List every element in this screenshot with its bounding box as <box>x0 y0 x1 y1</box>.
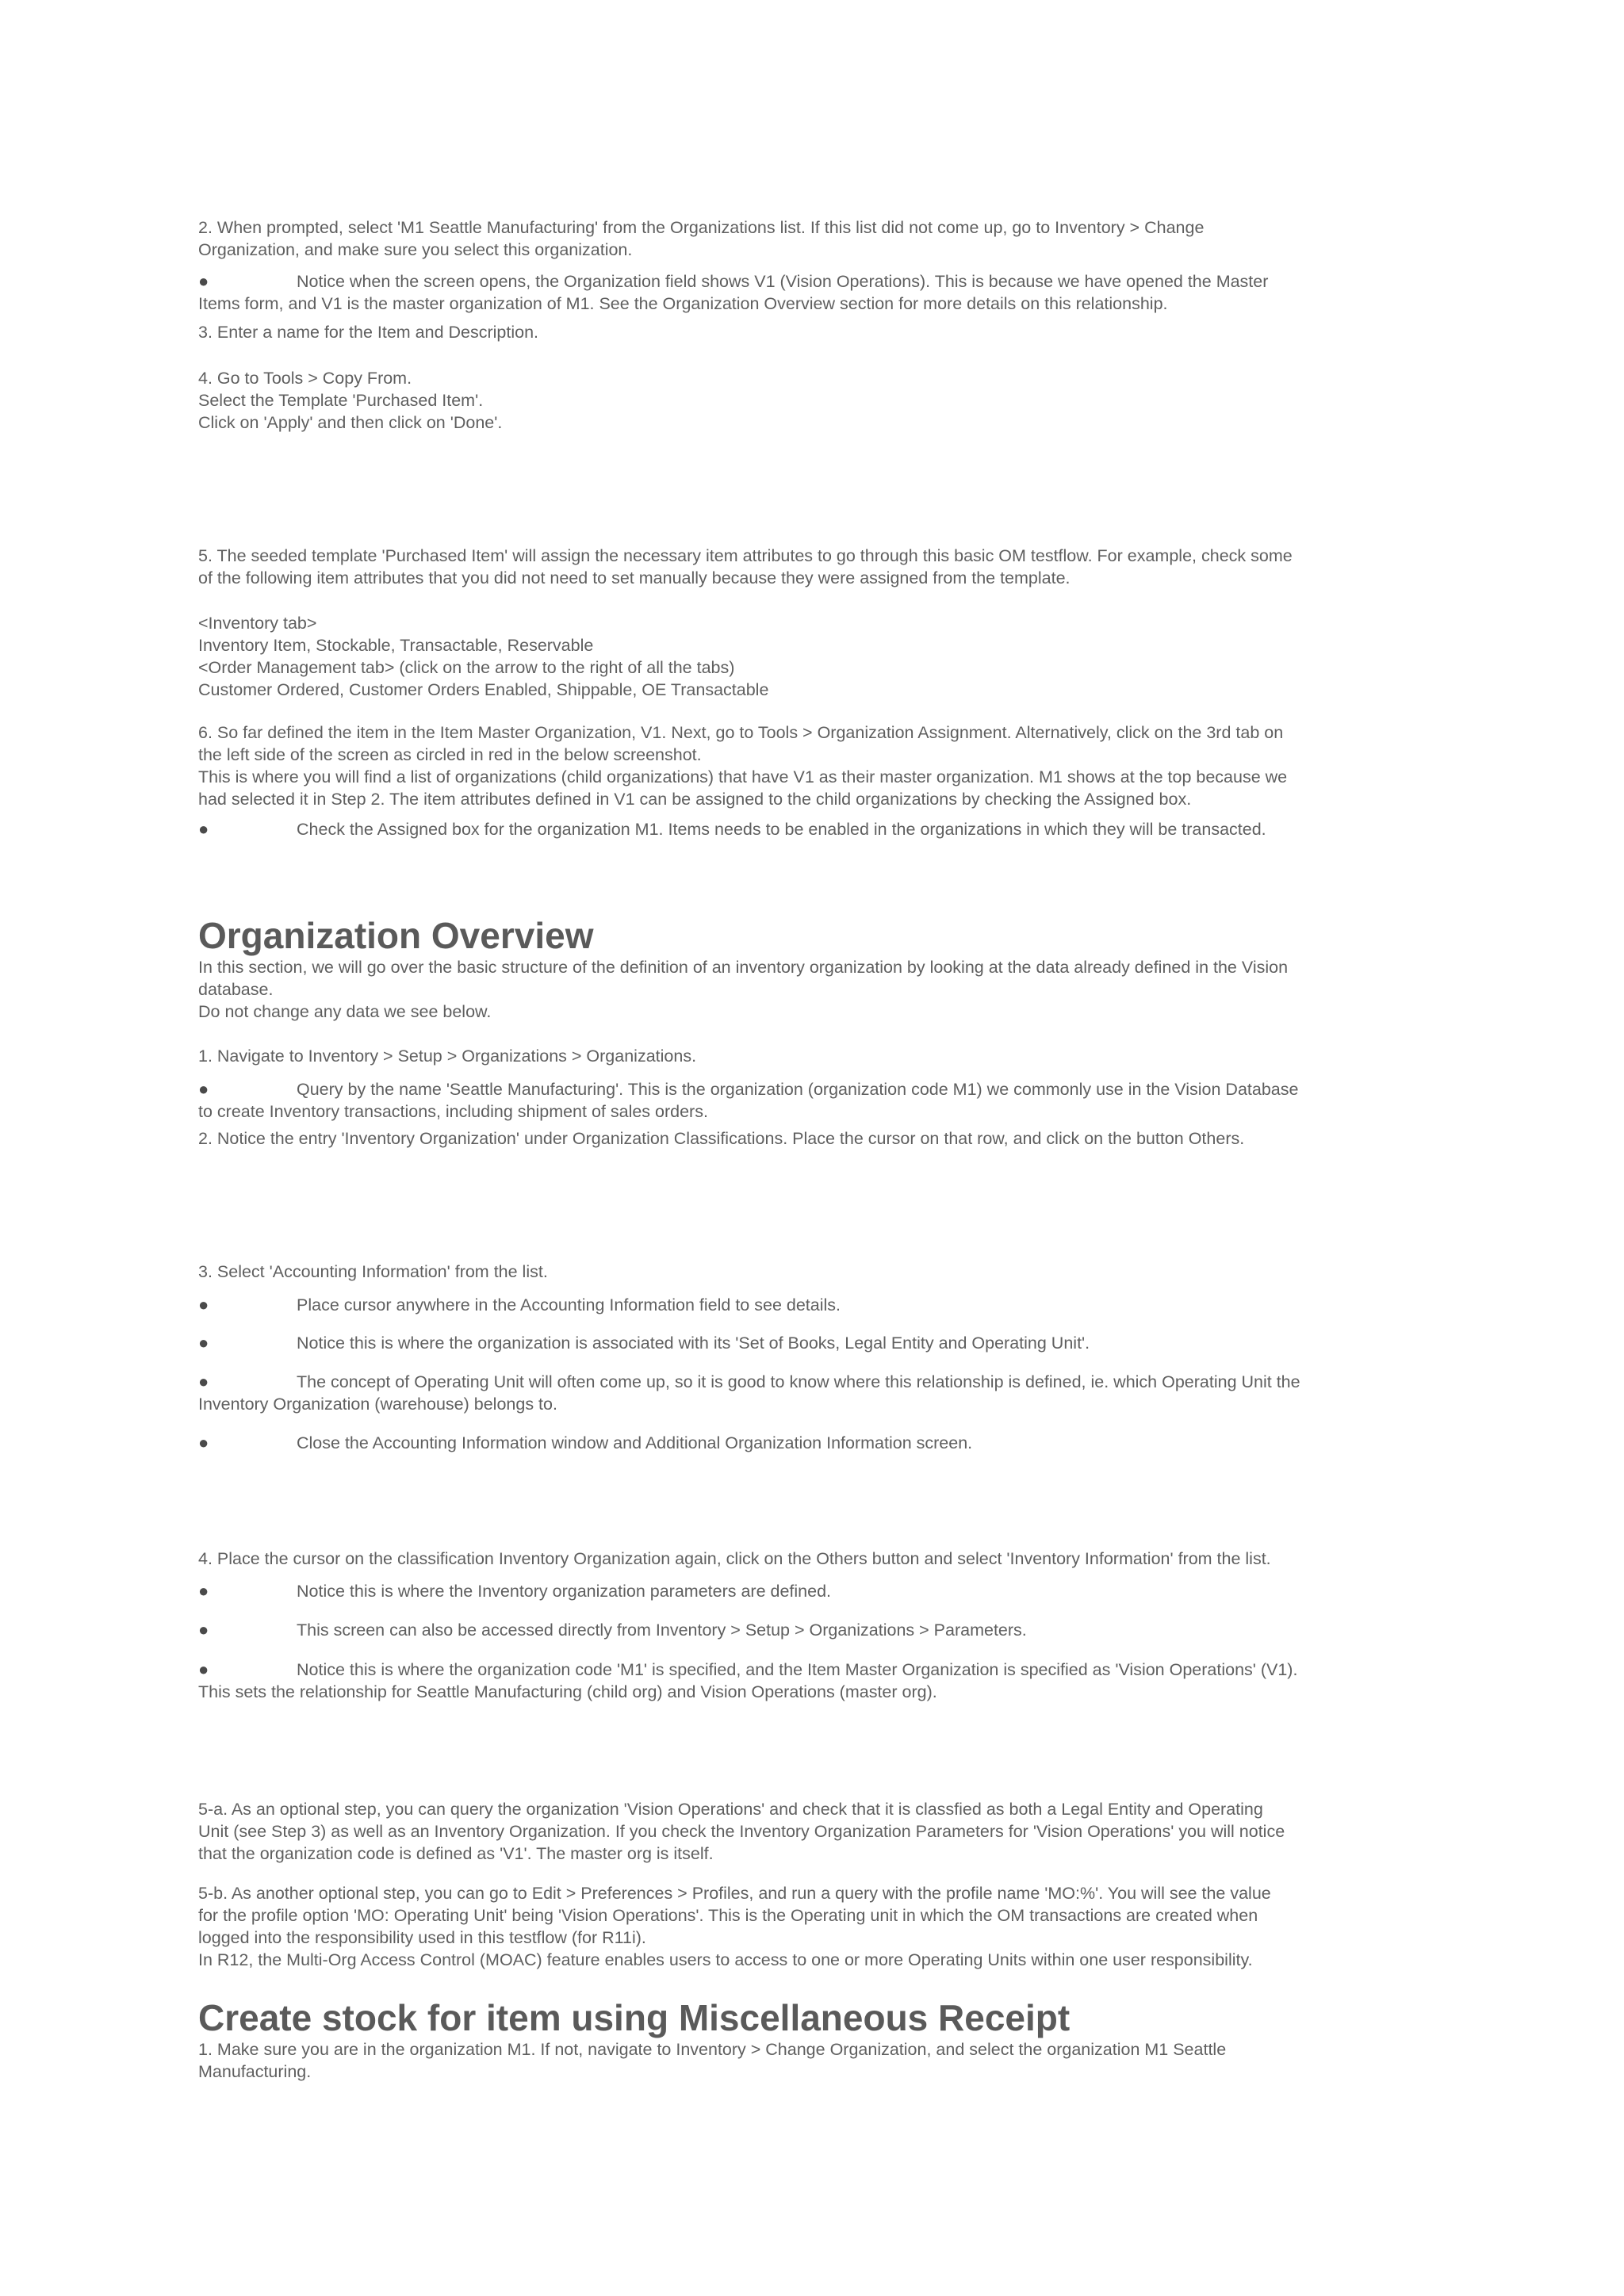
misc-receipt-heading: Create stock for item using Miscellaneous Receipt <box>198 1997 1071 2038</box>
step-6-paragraph: 6. So far defined the item in the Item Master Organization, V1. Next, go to Tools > Organization Assignment. Alternatively, click on the 3rd tab on the left side of the screen as circled in red in the below screenshot. This is where you will find a list of organizations (child organizations) that have V1 as their master organization. M1 shows at the top because we had selected it in Step 2. The item attributes defined in V1 can be assigned to the child organizations by checking the Assigned box. <box>198 723 1288 809</box>
bullet-query-seattle: ● Query by the name 'Seattle Manufacturing'. This is the organization (organization code M1) we commonly use in the Vision Database to create Inventory transactions, including shipment of sales orders. <box>198 1079 1299 1121</box>
organization-overview-intro: In this section, we will go over the basic structure of the definition of an inventory organization by looking at the data already defined in the Vision database. Do not change any data we see below. <box>198 958 1289 1021</box>
misc-receipt-step-1: 1. Make sure you are in the organization M1. If not, navigate to Inventory > Change Organization, and select the organization M1 Seattle Manufacturing. <box>198 2040 1227 2081</box>
overview-step-5b: 5-b. As another optional step, you can go to Edit > Preferences > Profiles, and run a query with the profile name 'MO:%'. You will see the value for the profile option 'MO: Operating Unit' being 'Vision Operations'. This is the Operating unit in which the OM transactions are created when logged into the responsibility used in this testflow (for R11i). In R12, the Multi-Org Access Control (MOAC) feature enables users to access to one or more Operating Units within one user responsibility. <box>198 1884 1271 1969</box>
bullet-icon: ● <box>198 1433 209 1452</box>
organization-overview-heading: Organization Overview <box>198 915 594 956</box>
bullet-close-window: ● Close the Accounting Information window and Additional Organization Information screen. <box>198 1433 973 1452</box>
overview-step-4: 4. Place the cursor on the classification Inventory Organization again, click on the Others button and select 'Inventory Information' from the list. <box>198 1549 1271 1568</box>
bullet-icon: ● <box>198 1659 209 1679</box>
bullet-icon: ● <box>198 1333 209 1353</box>
bullet-operating-unit: ● The concept of Operating Unit will often come up, so it is good to know where this relationship is defined, ie. which Operating Unit the Inventory Organization (warehouse) belongs to. <box>198 1372 1300 1414</box>
attributes-list: <Inventory tab> Inventory Item, Stockable, Transactable, Reservable <Order Management tab> (click on the arrow to the right of all the tabs) Customer Ordered, Customer Orders Enabled, Shippable, OE Transactable <box>198 614 769 699</box>
bullet-icon: ● <box>198 1620 209 1640</box>
bullet-org-code: ● Notice this is where the organization code 'M1' is specified, and the Item Master Organization is specified as 'Vision Operations' (V1). This sets the relationship for Seattle Manufacturing (child org) and Vision Operations (master org). <box>198 1659 1298 1701</box>
overview-step-1: 1. Navigate to Inventory > Setup > Organizations > Organizations. <box>198 1047 697 1066</box>
bullet-icon: ● <box>198 819 209 839</box>
bullet-place-cursor: ● Place cursor anywhere in the Accounting Information field to see details. <box>198 1295 841 1314</box>
overview-step-2: 2. Notice the entry 'Inventory Organization' under Organization Classifications. Place the cursor on that row, and click on the button Others. <box>198 1129 1245 1148</box>
bullet-icon: ● <box>198 271 209 291</box>
bullet-icon: ● <box>198 1372 209 1391</box>
bullet-assigned-box: ● Check the Assigned box for the organization M1. Items needs to be enabled in the organizations in which they will be transacted. <box>198 819 1266 839</box>
step-4-paragraph: 4. Go to Tools > Copy From. Select the Template 'Purchased Item'. Click on 'Apply' and then click on 'Done'. <box>198 369 503 432</box>
bullet-icon: ● <box>198 1581 209 1601</box>
bullet-access-directly: ● This screen can also be accessed directly from Inventory > Setup > Organizations > Parameters. <box>198 1620 1027 1640</box>
bullet-set-of-books: ● Notice this is where the organization is associated with its 'Set of Books, Legal Entity and Operating Unit'. <box>198 1333 1090 1353</box>
bullet-master-items: ● Notice when the screen opens, the Organization field shows V1 (Vision Operations). This is because we have opened the Master Items form, and V1 is the master organization of M1. See the Organization Overview section for more details on this relationship. <box>198 271 1269 313</box>
step-2-paragraph: 2. When prompted, select 'M1 Seattle Manufacturing' from the Organizations list. If this list did not come up, go to Inventory > Change Organization, and make sure you select this organization. <box>198 218 1205 259</box>
overview-step-3: 3. Select 'Accounting Information' from the list. <box>198 1262 548 1281</box>
step-5-paragraph: 5. The seeded template 'Purchased Item' will assign the necessary item attributes to go through this basic OM testflow. For example, check some of the following item attributes that you did not need to set manually because they were assigned from the template. <box>198 546 1293 587</box>
overview-step-5a: 5-a. As an optional step, you can query the organization 'Vision Operations' and check that it is classfied as both a Legal Entity and Operating Unit (see Step 3) as well as an Inventory Organization. If you check the Inventory Organization Parameters for 'Vision Operations' you will notice that the organization code is defined as 'V1'. The master org is itself. <box>198 1800 1285 1863</box>
bullet-icon: ● <box>198 1079 209 1099</box>
step-3-paragraph: 3. Enter a name for the Item and Description. <box>198 323 539 342</box>
bullet-icon: ● <box>198 1295 209 1314</box>
bullet-parameters: ● Notice this is where the Inventory organization parameters are defined. <box>198 1581 832 1601</box>
